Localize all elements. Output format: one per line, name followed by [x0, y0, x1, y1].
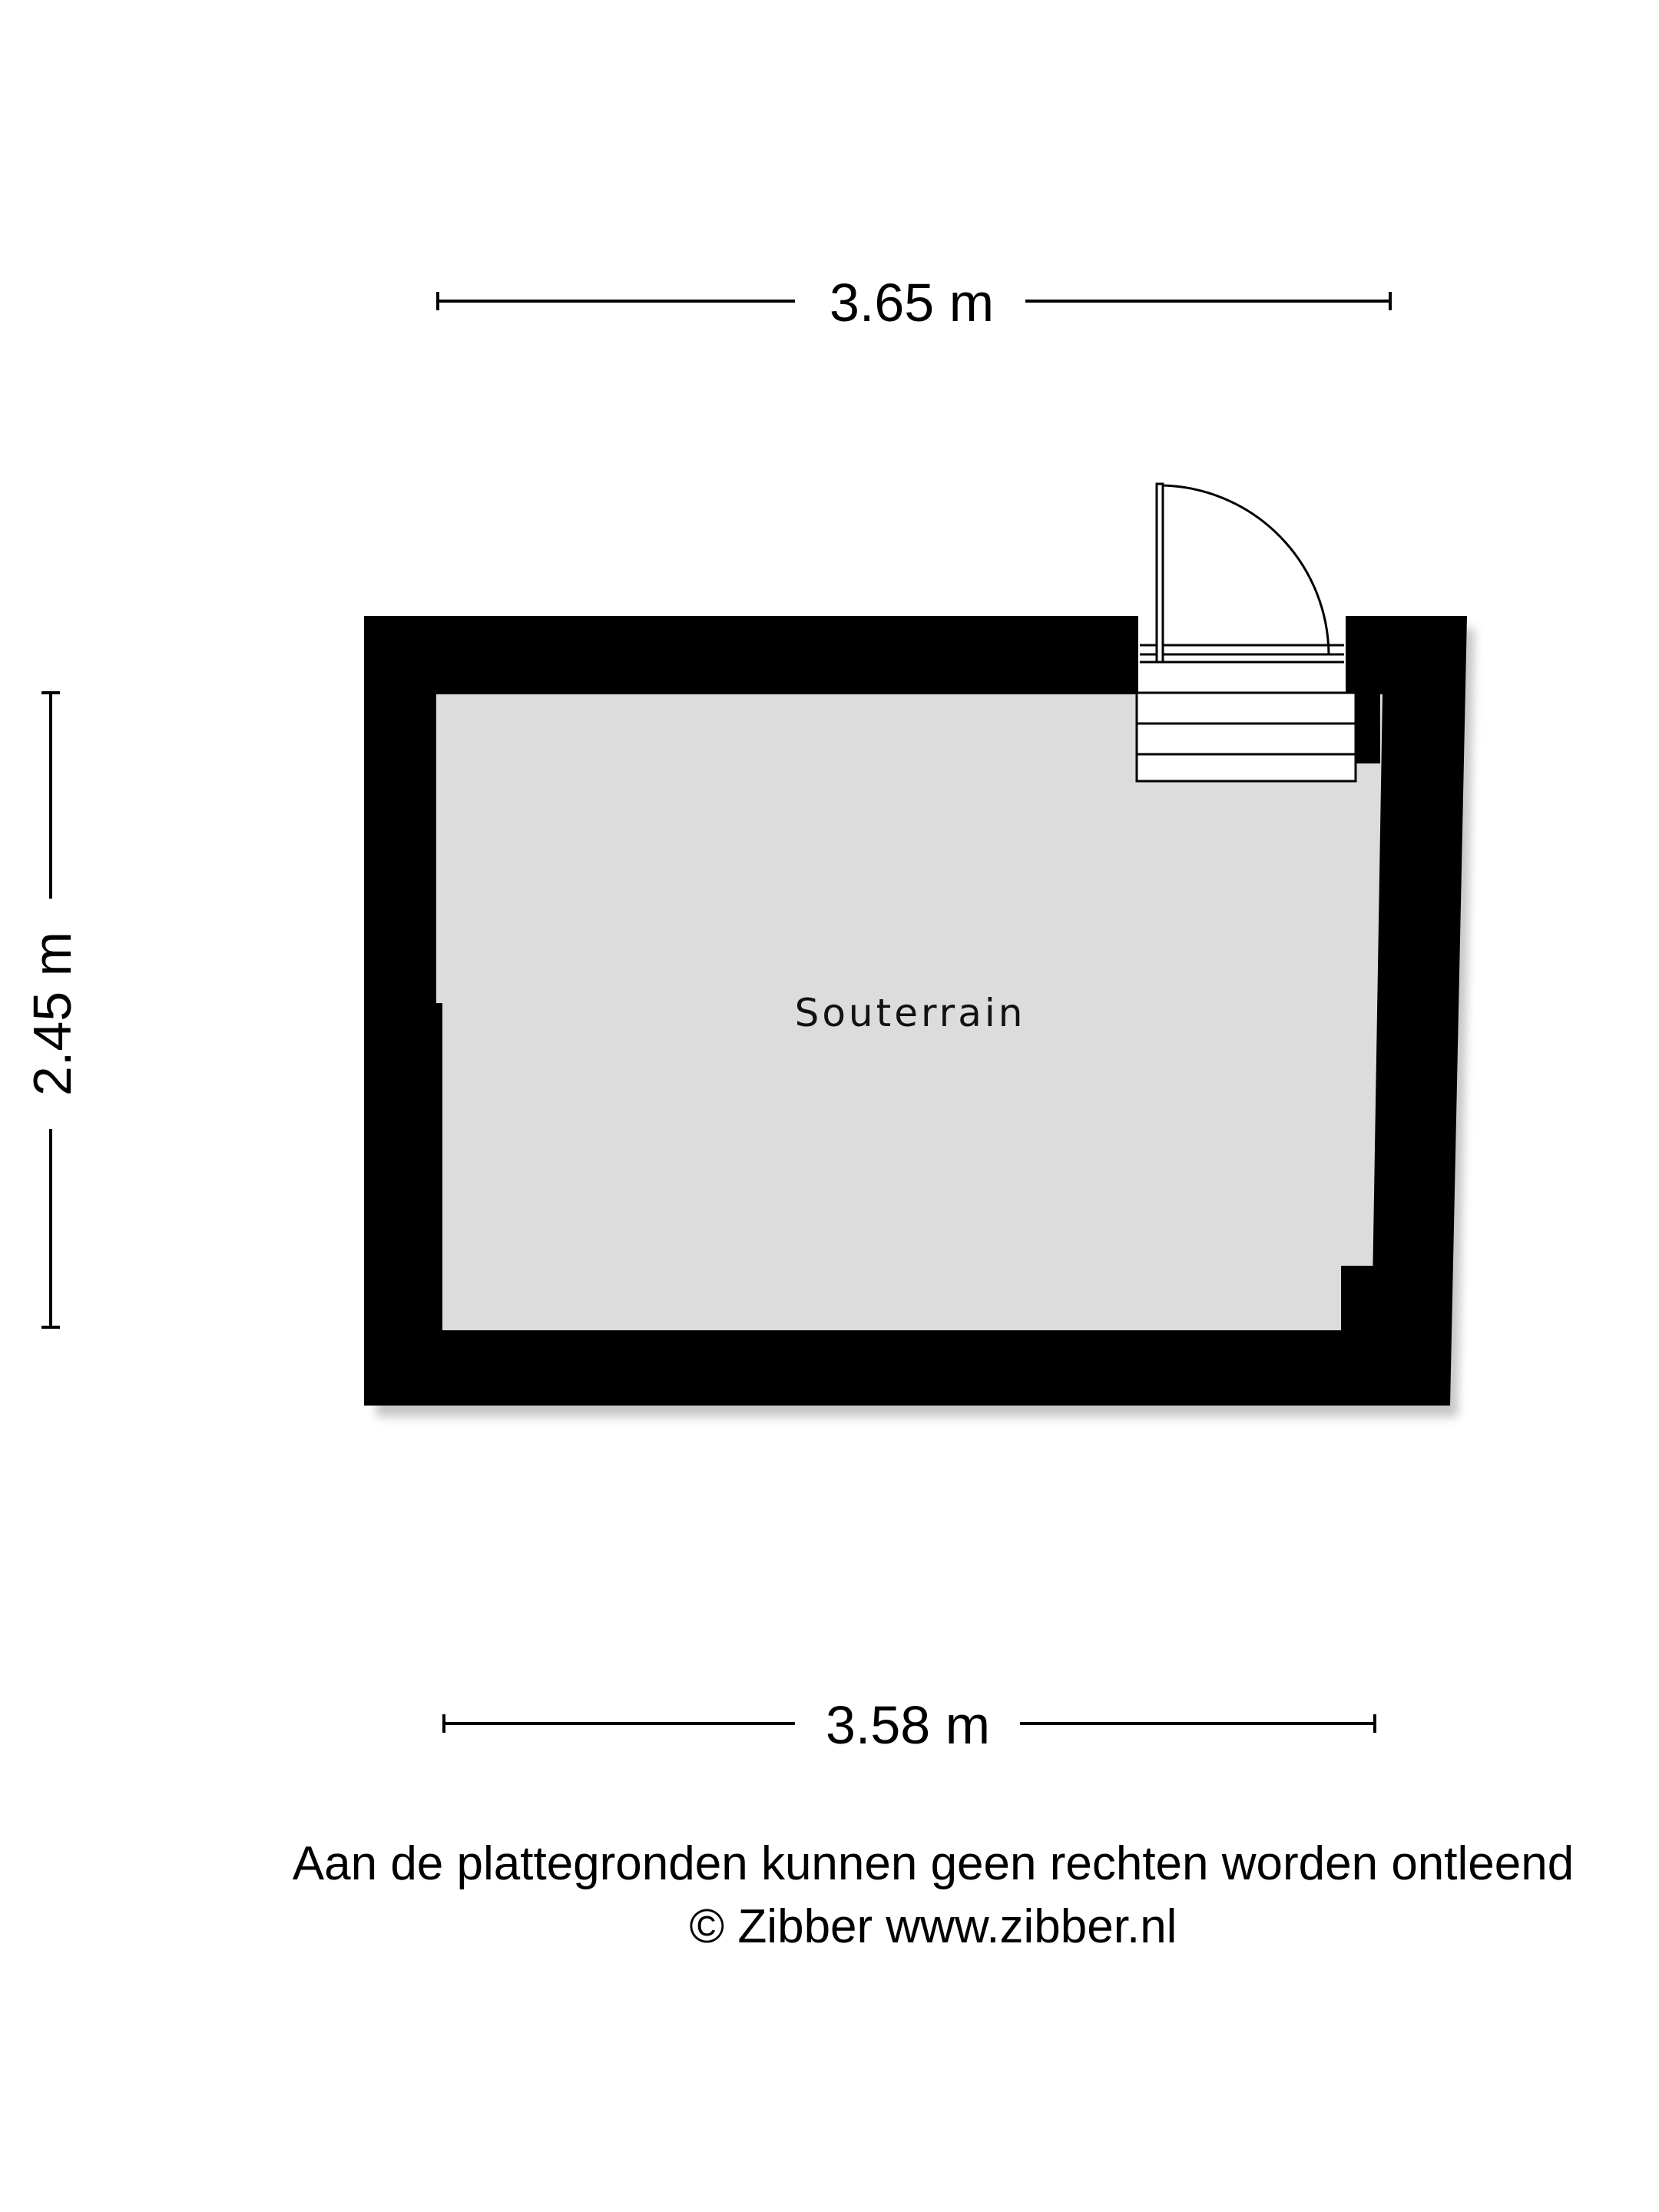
dimension-left [22, 693, 82, 1327]
room-label: Souterrain [794, 991, 1026, 1035]
dimension-bottom-label: 3.58 m [826, 1695, 990, 1755]
copyright-text: © Zibber www.zibber.nl [689, 1900, 1177, 1953]
dimension-left-label: 2.45 m [22, 932, 82, 1096]
dimension-top [438, 273, 1390, 333]
interior-pillar [1341, 1266, 1373, 1332]
staircase [1137, 693, 1380, 781]
dimension-bottom [444, 1695, 1375, 1755]
disclaimer-text: Aan de plattegronden kunnen geen rechten worden ontleend [292, 1837, 1575, 1890]
dimension-top-label: 3.65 m [830, 273, 994, 333]
